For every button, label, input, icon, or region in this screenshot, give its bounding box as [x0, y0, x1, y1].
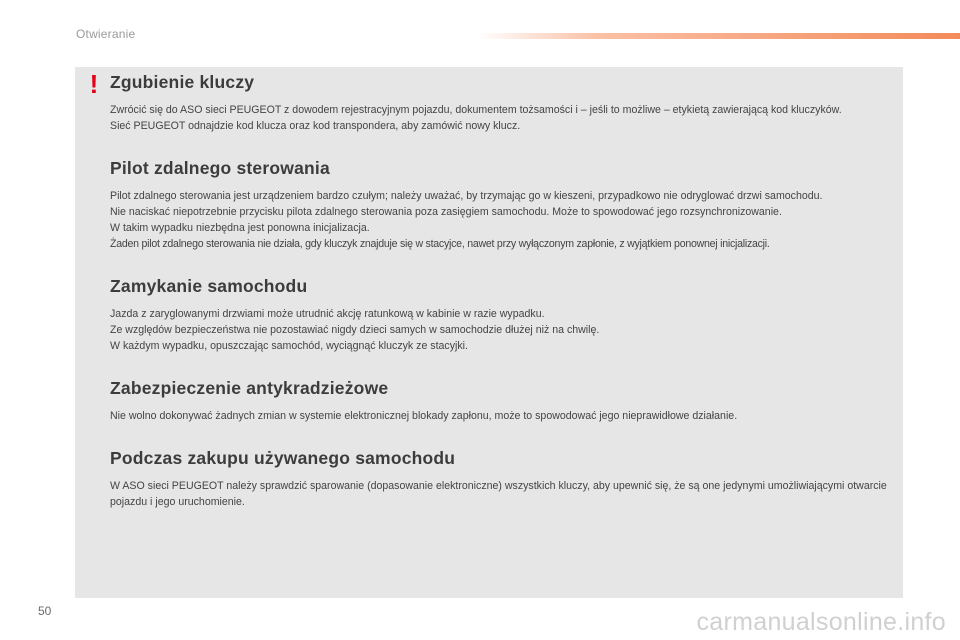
section-paragraph: Żaden pilot zdalnego sterowania nie działa, gdy kluczyk znajduje się w stacyjce, nawet przy wyłączonym zapłonie, z wyjątkiem ponownej inicjalizacji.	[110, 238, 770, 250]
section-paragraph: Nie naciskać niepotrzebnie przycisku pilota zdalnego sterowania poza zasięgiem samochodu. Może to spowodować jego rozsynchronizowanie.	[110, 206, 782, 218]
section-anti-theft	[110, 376, 898, 424]
section-used-car	[110, 446, 898, 510]
section-title: Pilot zdalnego sterowania	[110, 158, 330, 178]
section-title: Zamykanie samochodu	[110, 276, 308, 296]
watermark: carmanualsonline.info	[696, 608, 946, 636]
section-paragraph: Sieć PEUGEOT odnajdzie kod klucza oraz kod transpondera, aby zamówić nowy klucz.	[110, 120, 521, 132]
content-area	[110, 70, 898, 532]
section-paragraph: Jazda z zaryglowanymi drzwiami może utrudnić akcję ratunkową w kabinie w razie wypadku.	[110, 308, 545, 320]
section-title: Zgubienie kluczy	[110, 72, 255, 92]
section-paragraph: Zwrócić się do ASO sieci PEUGEOT z dowodem rejestracyjnym pojazdu, dokumentem tożsamości i – jeśli to możliwe – etykietą zawierającą kod kluczyków.	[110, 104, 842, 116]
section-locking	[110, 274, 898, 354]
section-label: Otwieranie	[76, 27, 136, 41]
section-paragraph: Ze względów bezpieczeństwa nie pozostawiać nigdy dzieci samych w samochodzie dłużej niż na chwilę.	[110, 324, 600, 336]
section-title: Podczas zakupu używanego samochodu	[110, 448, 456, 468]
page-number: 50	[38, 604, 52, 618]
section-paragraph: Nie wolno dokonywać żadnych zmian w systemie elektronicznej blokady zapłonu, może to spowodować jego nieprawidłowe działanie.	[110, 410, 738, 422]
section-paragraph: Pilot zdalnego sterowania jest urządzeniem bardzo czułym; należy uważać, by trzymając go w kieszeni, przypadkowo nie odryglować drzwi samochodu.	[110, 190, 823, 202]
header-accent-bar	[478, 33, 960, 39]
section-title: Zabezpieczenie antykradzieżowe	[110, 378, 389, 398]
section-paragraph: W ASO sieci PEUGEOT należy sprawdzić sparowanie (dopasowanie elektroniczne) wszystkich kluczy, aby upewnić się, że są one jedynymi umożliwiającymi otwarcie pojazdu i jego uruchomienie.	[110, 480, 887, 508]
section-remote-control	[110, 156, 898, 252]
section-paragraph: W takim wypadku niezbędna jest ponowna inicjalizacja.	[110, 222, 370, 234]
section-lost-keys	[110, 70, 898, 134]
section-paragraph: W każdym wypadku, opuszczając samochód, wyciągnąć kluczyk ze stacyjki.	[110, 340, 468, 352]
exclamation-icon: !	[89, 69, 99, 99]
